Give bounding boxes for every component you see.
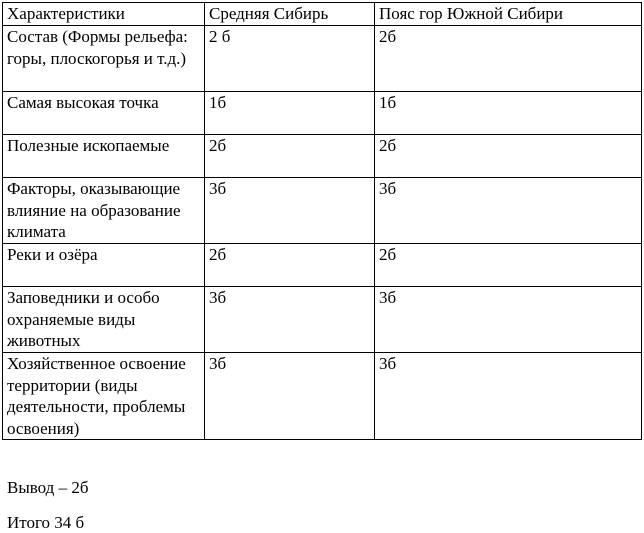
header-characteristics: Характеристики [3,3,205,26]
score-south-siberia: 2б [375,135,642,178]
score-central-siberia: 3б [205,353,375,440]
total-score-text: Итого 34 б [7,513,85,532]
score-central-siberia: 2б [205,244,375,287]
table-row [3,92,642,135]
score-south-siberia: 3б [375,287,642,353]
table-row [3,135,642,178]
table-row [3,353,642,440]
row-label: Факторы, оказывающие влияние на образование климата [3,178,205,244]
row-label: Состав (Формы рельефа: горы, плоскогорья и т.д.) [3,26,205,92]
header-central-siberia: Средняя Сибирь [205,3,375,26]
table-row [3,26,642,92]
row-label: Полезные ископаемые [3,135,205,178]
row-label: Реки и озёра [3,244,205,287]
score-central-siberia: 3б [205,178,375,244]
score-south-siberia: 2б [375,26,642,92]
row-label: Заповедники и особо охраняемые виды животных [3,287,205,353]
score-central-siberia: 2 б [205,26,375,92]
row-label: Хозяйственное освоение территории (виды деятельности, проблемы освоения) [3,353,205,440]
score-south-siberia: 2б [375,244,642,287]
score-south-siberia: 3б [375,178,642,244]
score-central-siberia: 1б [205,92,375,135]
table-header-row [3,3,642,26]
score-central-siberia: 3б [205,287,375,353]
score-central-siberia: 2б [205,135,375,178]
table-row [3,287,642,353]
score-south-siberia: 1б [375,92,642,135]
row-label: Самая высокая точка [3,92,205,135]
conclusion-text: Вывод – 2б [7,478,89,497]
header-south-siberia-mountains: Пояс гор Южной Сибири [375,3,642,26]
table-row [3,244,642,287]
score-south-siberia: 3б [375,353,642,440]
table-row [3,178,642,244]
scoring-table [2,2,642,440]
